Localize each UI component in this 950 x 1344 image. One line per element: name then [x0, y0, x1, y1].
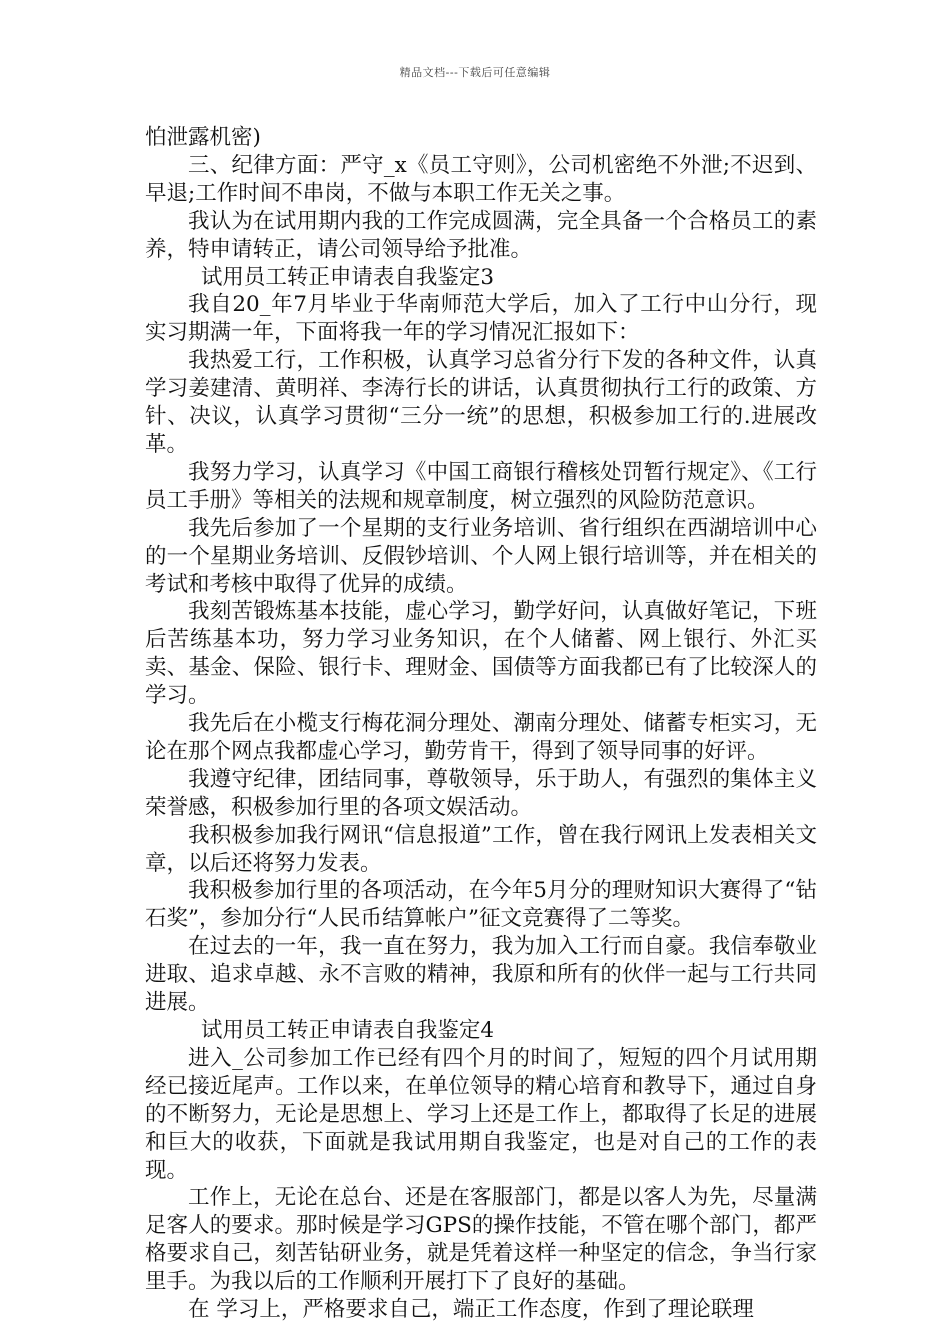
paragraph-skills: 我刻苦锻炼基本技能，虚心学习，勤学好问，认真做好笔记，下班后苦练基本功，努力学习业务知识，在个人储蓄、网上银行、外汇买卖、基金、保险、银行卡、理财金、国债等方面我都已有了比较深人的学习。: [145, 599, 817, 709]
paragraph-continuation: 怕泄露机密): [145, 125, 261, 150]
paragraph-discipline: 三、纪律方面：严守_x《员工守则》，公司机密绝不外泄;不迟到、早退;工作时间不串岗，不做与本职工作无关之事。: [145, 152, 817, 206]
paragraph-summary: 在过去的一年，我一直在努力，我为加入工行而自豪。我信奉敬业进取、追求卓越、永不言败的精神，我原和所有的伙伴一起与工行共同进展。: [145, 934, 817, 1016]
section-heading-4: 试用员工转正申请表自我鉴定4: [200, 1018, 495, 1043]
paragraph-intro: 我自20_年7月毕业于华南师范大学后，加入了工行中山分行，现实习期满一年，下面将我一年的学习情况汇报如下：: [145, 292, 817, 346]
paragraph-news-report: 我积极参加我行网讯“信息报道”工作，曾在我行网讯上发表相关文章，以后还将努力发表。: [145, 822, 817, 876]
paragraph-discipline-team: 我遵守纪律，团结同事，尊敬领导，乐于助人，有强烈的集体主义荣誉感，积极参加行里的各项文娱活动。: [145, 766, 817, 820]
paragraph-internship: 我先后在小榄支行梅花洞分理处、潮南分理处、储蓄专柜实习，无论在那个网点我都虚心学习，勤劳肯干，得到了领导同事的好评。: [145, 711, 817, 764]
page-header-note: 精品文档---下载后可任意编辑: [399, 66, 551, 79]
paragraph-learning: 在 学习上，严格要求自己，端正工作态度，作到了理论联理: [188, 1297, 754, 1323]
paragraph-work: 工作上，无论在总台、还是在客服部门，都是以客人为先，尽量满足客人的要求。那时候是学习GPS的操作技能，不管在哪个部门，都严格要求自己，刻苦钻研业务，就是凭着这样一种坚定的信念，争当行家里手。为我以后的工作顺利开展打下了良好的基础。: [145, 1185, 817, 1295]
paragraph-love-work: 我热爱工行，工作积极，认真学习总省分行下发的各种文件，认真学习姜建清、黄明祥、李涛行长的讲话，认真贯彻执行工行的政策、方针、决议，认真学习贯彻“三分一统”的思想，积极参加工行的.进展改革。: [145, 348, 817, 457]
section-heading-3: 试用员工转正申请表自我鉴定3: [200, 264, 495, 290]
paragraph-training: 我先后参加了一个星期的支行业务培训、省行组织在西湖培训中心的一个星期业务培训、反假钞培训、个人网上银行培训等，并在相关的考试和考核中取得了优异的成绩。: [145, 515, 817, 597]
paragraph-study-rules: 我努力学习，认真学习《中国工商银行稽核处罚暂行规定》、《工行员工手册》等相关的法规和规章制度，树立强烈的风险防范意识。: [145, 459, 817, 513]
document-body: [145, 124, 817, 1324]
paragraph-company-intro: 进入_公司参加工作已经有四个月的时间了，短短的四个月试用期经已接近尾声。工作以来，在单位领导的精心培育和教导下，通过自身的不断努力，无论是思想上、学习上还是工作上，都取得了长足的进展和巨大的收获，下面就是我试用期自我鉴定，也是对自己的工作的表现。: [145, 1045, 817, 1183]
paragraph-conclusion: 我认为在试用期内我的工作完成圆满，完全具备一个合格员工的素养，特申请转正，请公司领导给予批准。: [145, 208, 817, 262]
paragraph-activities: 我积极参加行里的各项活动，在今年5月分的理财知识大赛得了“钻石奖”，参加分行“人民币结算帐户”征文竞赛得了二等奖。: [145, 878, 817, 932]
